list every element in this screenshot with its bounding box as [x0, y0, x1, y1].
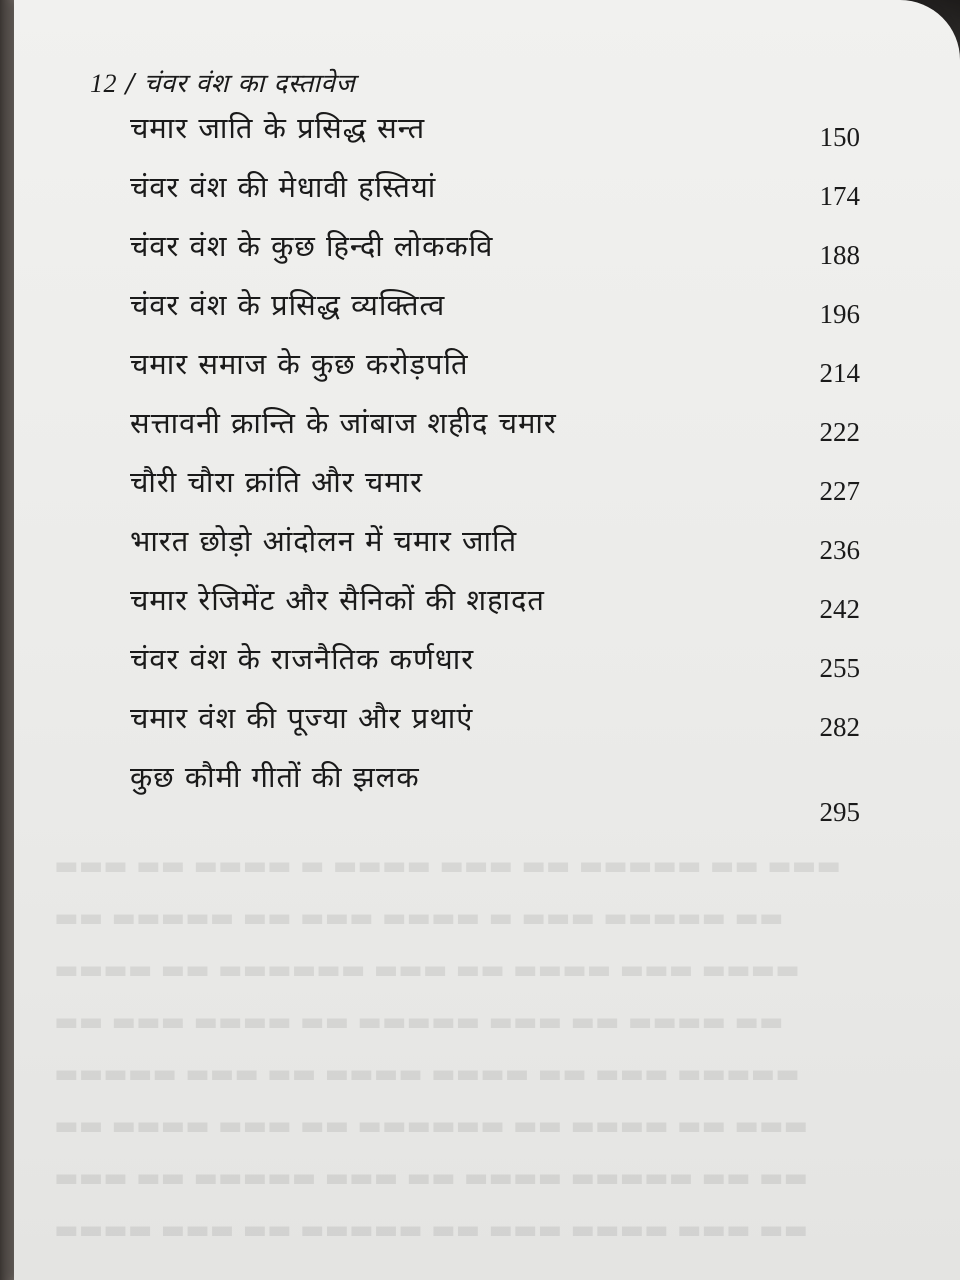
toc-entry-title: चमार रेजिमेंट और सैनिकों की शहादत: [130, 583, 545, 617]
toc-entry: [130, 462, 870, 521]
toc-entry-page: 188: [819, 240, 860, 270]
toc-entry-title: भारत छोड़ो आंदोलन में चमार जाति: [130, 524, 518, 558]
toc-entry-page: 222: [819, 417, 860, 447]
header-separator: /: [125, 69, 136, 99]
toc-entry-page: 174: [819, 181, 860, 211]
toc-entry-title: चमार जाति के प्रसिद्ध सन्त: [130, 111, 426, 145]
toc-entry-page: 282: [819, 712, 860, 742]
toc-entry-page: 227: [819, 476, 860, 506]
toc-entry-title: कुछ कौमी गीतों की झलक: [130, 760, 420, 794]
book-page: [14, 0, 960, 1280]
toc-entry-title: चमार वंश की पूज्या और प्रथाएं: [130, 701, 474, 735]
toc-entry: [130, 285, 870, 344]
toc-entry-title: चंवर वंश के राजनैतिक कर्णधार: [130, 642, 475, 676]
toc-entry: [130, 167, 870, 226]
header-book-title: चंवर वंश का दस्तावेज: [143, 69, 356, 99]
toc-entry-title: चमार समाज के कुछ करोड़पति: [130, 347, 469, 381]
toc-entry-page: 236: [819, 535, 860, 565]
toc-entry-page: 150: [819, 122, 860, 152]
toc-entry: [130, 226, 870, 285]
toc-entry-page: 214: [819, 358, 860, 388]
toc-entry-page: 242: [819, 594, 860, 624]
toc-entry-page: 196: [819, 299, 860, 329]
toc-entry: [130, 639, 870, 698]
header-page-number: 12: [90, 69, 117, 98]
toc-entry-title: चंवर वंश के प्रसिद्ध व्यक्तित्व: [130, 288, 446, 322]
toc-entry: [130, 698, 870, 757]
toc-entry: [130, 403, 870, 462]
toc-entry-title: चंवर वंश की मेधावी हस्तियां: [130, 170, 437, 204]
toc-entry: [130, 580, 870, 639]
toc-entry-title: चंवर वंश के कुछ हिन्दी लोककवि: [130, 229, 494, 263]
table-of-contents: [130, 108, 870, 827]
toc-entry: [130, 757, 870, 827]
toc-entry: [130, 521, 870, 580]
toc-entry: [130, 344, 870, 403]
toc-entry: [130, 108, 870, 167]
toc-entry-page: 295: [819, 797, 860, 827]
toc-entry-title: सत्तावनी क्रान्ति के जांबाज शहीद चमार: [130, 406, 557, 440]
toc-entry-page: 255: [819, 653, 860, 683]
toc-entry-title: चौरी चौरा क्रांति और चमार: [130, 465, 423, 499]
show-through-texture: ▬▬▬ ▬▬ ▬▬▬▬ ▬ ▬▬▬▬ ▬▬▬ ▬▬ ▬▬▬▬▬ ▬▬ ▬▬▬ ▬▬ ▬▬▬▬▬ ▬▬ ▬▬▬ ▬▬▬▬ ▬ ▬▬▬ ▬▬▬▬▬ ▬▬ ▬▬▬▬ ▬▬ ▬▬▬▬▬▬ ▬▬▬ ▬▬ ▬▬▬▬ ▬▬▬ ▬▬▬▬ ▬▬ ▬▬▬ ▬▬▬▬ ▬▬ ▬▬▬▬▬ ▬▬▬ ▬▬ ▬▬▬▬ ▬▬ ▬▬▬▬▬ ▬▬▬ ▬▬ ▬▬▬▬ ▬▬▬▬ ▬▬ ▬▬▬ ▬▬▬▬▬ ▬▬ ▬▬▬▬ ▬▬▬ ▬▬ ▬▬▬▬▬▬ ▬▬ ▬▬▬▬ ▬▬ ▬▬▬ ▬▬▬ ▬▬ ▬▬▬▬▬ ▬▬▬ ▬▬ ▬▬▬▬ ▬▬▬▬▬ ▬▬ ▬▬ ▬▬▬▬ ▬▬▬ ▬▬ ▬▬▬▬▬ ▬▬ ▬▬▬ ▬▬▬▬ ▬▬▬ ▬▬: [54, 851, 841, 1245]
running-header: [90, 64, 355, 100]
